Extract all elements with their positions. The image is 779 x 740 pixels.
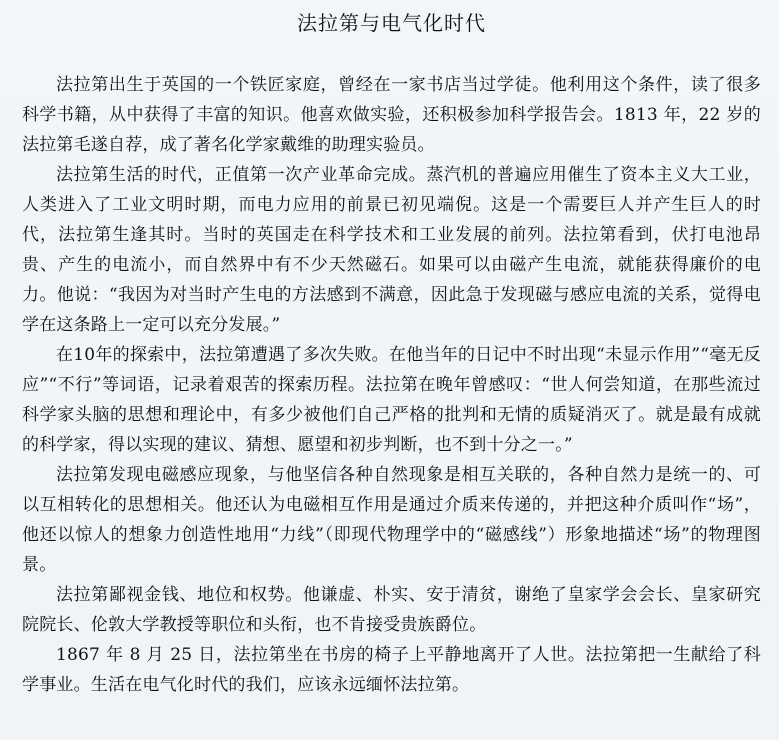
paragraph: 法拉第鄙视金钱、地位和权势。他谦虚、朴实、安于清贫，谢绝了皇家学会会长、皇家研究院院长、伦敦大学教授等职位和头衔，也不肯接受贵族爵位。 xyxy=(22,585,761,635)
paragraph: 法拉第出生于英国的一个铁匠家庭，曾经在一家书店当过学徒。他利用这个条件，读了很多科学书籍，从中获得了丰富的知识。他喜欢做实验，还积极参加科学报告会。1813 年，22 岁的法拉第毛遂自荐，成了著名化学家戴维的助理实验员。 xyxy=(22,75,761,155)
paragraph: 1867 年 8 月 25 日，法拉第坐在书房的椅子上平静地离开了人世。法拉第把一生献给了科学事业。生活在电气化时代的我们，应该永远缅怀法拉第。 xyxy=(22,645,761,695)
paragraph: 在10年的探索中，法拉第遭遇了多次失败。在他当年的日记中不时出现“未显示作用”“毫无反应”“不行”等词语，记录着艰苦的探索历程。法拉第在晚年曾感叹：“世人何尝知道，在那些流过科学家头脑的思想和理论中，有多少被他们自己严格的批判和无情的质疑消灭了。就是最有成就的科学家，得以实现的建议、猜想、愿望和初步判断，也不到十分之一。” xyxy=(22,345,761,455)
document-title: 法拉第与电气化时代 xyxy=(297,11,486,35)
paragraph: 法拉第发现电磁感应现象，与他坚信各种自然现象是相互关联的，各种自然力是统一的、可以互相转化的思想相关。他还认为电磁相互作用是通过介质来传递的，并把这种介质叫作“场”，他还以惊人的想象力创造性地用“力线”（即现代物理学中的“磁感线”）形象地描述“场”的物理图景。 xyxy=(22,465,761,575)
paragraph: 法拉第生活的时代，正值第一次产业革命完成。蒸汽机的普遍应用催生了资本主义大工业，人类进入了工业文明时期，而电力应用的前景已初见端倪。这是一个需要巨人并产生巨人的时代，法拉第生逢其时。当时的英国走在科学技术和工业发展的前列。法拉第看到，伏打电池昂贵、产生的电流小，而自然界中有不少天然磁石。如果可以由磁产生电流，就能获得廉价的电力。他说：“我因为对当时产生电的方法感到不满意，因此急于发现磁与感应电流的关系，觉得电学在这条路上一定可以充分发展。” xyxy=(22,165,761,335)
